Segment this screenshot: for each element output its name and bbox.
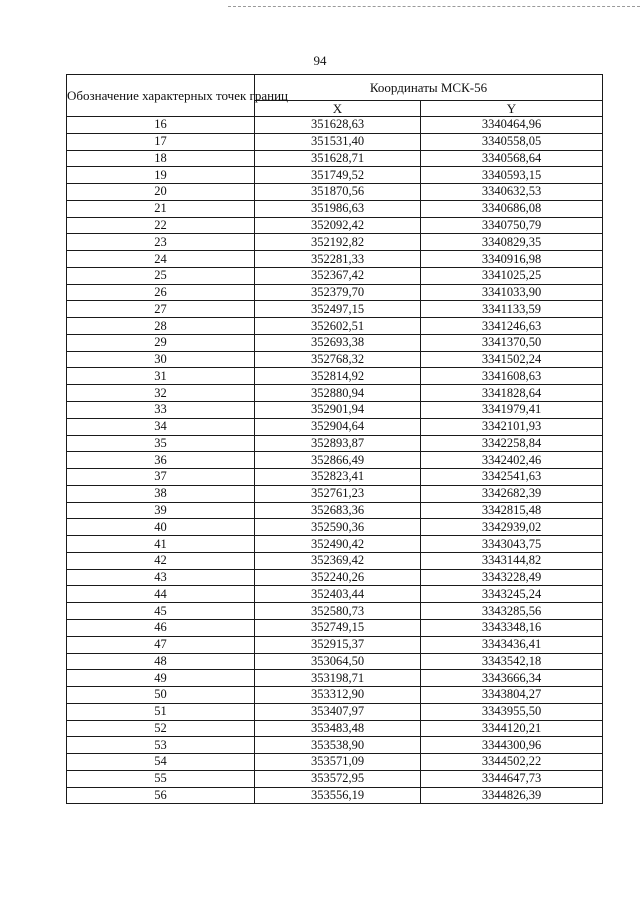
table-row — [67, 284, 603, 301]
table-row — [67, 267, 603, 284]
point-id-cell: 45 — [67, 603, 255, 620]
table-row — [67, 334, 603, 351]
point-id-cell: 26 — [67, 284, 255, 301]
x-coordinate-cell: 352880,94 — [255, 385, 421, 402]
x-coordinate-cell: 352379,70 — [255, 284, 421, 301]
table-row — [67, 217, 603, 234]
y-coordinate-cell: 3340632,53 — [421, 184, 603, 201]
x-coordinate-cell: 352823,41 — [255, 469, 421, 486]
y-coordinate-cell: 3341828,64 — [421, 385, 603, 402]
table-row — [67, 117, 603, 134]
coordinates-table-header — [67, 75, 603, 117]
y-coordinate-cell: 3341608,63 — [421, 368, 603, 385]
table-row — [67, 653, 603, 670]
point-id-cell: 31 — [67, 368, 255, 385]
point-id-cell: 38 — [67, 485, 255, 502]
table-row — [67, 536, 603, 553]
point-id-cell: 39 — [67, 502, 255, 519]
point-id-cell: 48 — [67, 653, 255, 670]
y-coordinate-cell: 3340686,08 — [421, 200, 603, 217]
x-coordinate-cell: 352814,92 — [255, 368, 421, 385]
point-label-header: Обозначение характерных точек границ — [67, 75, 255, 117]
y-coordinate-cell: 3343348,16 — [421, 619, 603, 636]
x-coordinate-cell: 353572,95 — [255, 770, 421, 787]
y-coordinate-cell: 3343542,18 — [421, 653, 603, 670]
point-id-cell: 35 — [67, 435, 255, 452]
x-coordinate-cell: 352749,15 — [255, 619, 421, 636]
y-coordinate-cell: 3342815,48 — [421, 502, 603, 519]
point-id-cell: 40 — [67, 519, 255, 536]
point-id-cell: 44 — [67, 586, 255, 603]
point-id-cell: 30 — [67, 351, 255, 368]
page-number: 94 — [313, 53, 327, 68]
y-coordinate-cell: 3341133,59 — [421, 301, 603, 318]
coordinate-system-header: Координаты МСК-56 — [255, 75, 603, 101]
table-row — [67, 619, 603, 636]
x-coordinate-cell: 352590,36 — [255, 519, 421, 536]
point-id-cell: 28 — [67, 318, 255, 335]
table-row — [67, 133, 603, 150]
y-coordinate-cell: 3343144,82 — [421, 552, 603, 569]
table-row — [67, 435, 603, 452]
table-row — [67, 184, 603, 201]
point-id-cell: 56 — [67, 787, 255, 804]
y-coordinate-cell: 3343955,50 — [421, 703, 603, 720]
point-id-cell: 54 — [67, 754, 255, 771]
x-coordinate-cell: 352497,15 — [255, 301, 421, 318]
x-column-header: X — [255, 101, 421, 117]
table-row — [67, 636, 603, 653]
point-id-cell: 50 — [67, 687, 255, 704]
point-id-cell: 36 — [67, 452, 255, 469]
x-coordinate-cell: 352866,49 — [255, 452, 421, 469]
point-id-cell: 43 — [67, 569, 255, 586]
point-id-cell: 47 — [67, 636, 255, 653]
x-coordinate-cell: 351986,63 — [255, 200, 421, 217]
x-coordinate-cell: 353064,50 — [255, 653, 421, 670]
y-coordinate-cell: 3342939,02 — [421, 519, 603, 536]
y-coordinate-cell: 3342258,84 — [421, 435, 603, 452]
point-id-cell: 17 — [67, 133, 255, 150]
x-coordinate-cell: 352893,87 — [255, 435, 421, 452]
point-id-cell: 52 — [67, 720, 255, 737]
y-coordinate-cell: 3340750,79 — [421, 217, 603, 234]
point-id-cell: 34 — [67, 418, 255, 435]
point-id-cell: 23 — [67, 234, 255, 251]
y-coordinate-cell: 3341025,25 — [421, 267, 603, 284]
table-row — [67, 167, 603, 184]
y-coordinate-cell: 3344120,21 — [421, 720, 603, 737]
x-coordinate-cell: 352490,42 — [255, 536, 421, 553]
point-id-cell: 21 — [67, 200, 255, 217]
x-coordinate-cell: 352281,33 — [255, 251, 421, 268]
x-coordinate-cell: 351870,56 — [255, 184, 421, 201]
y-coordinate-cell: 3340593,15 — [421, 167, 603, 184]
x-coordinate-cell: 352904,64 — [255, 418, 421, 435]
x-coordinate-cell: 353556,19 — [255, 787, 421, 804]
point-id-cell: 41 — [67, 536, 255, 553]
table-row — [67, 586, 603, 603]
scan-top-rule — [228, 6, 640, 7]
y-coordinate-cell: 3343228,49 — [421, 569, 603, 586]
y-coordinate-cell: 3341502,24 — [421, 351, 603, 368]
y-coordinate-cell: 3341370,50 — [421, 334, 603, 351]
y-coordinate-cell: 3343436,41 — [421, 636, 603, 653]
x-coordinate-cell: 352369,42 — [255, 552, 421, 569]
table-row — [67, 318, 603, 335]
table-row — [67, 469, 603, 486]
table-row — [67, 351, 603, 368]
x-coordinate-cell: 352240,26 — [255, 569, 421, 586]
x-coordinate-cell: 352761,23 — [255, 485, 421, 502]
point-id-cell: 53 — [67, 737, 255, 754]
x-coordinate-cell: 352768,32 — [255, 351, 421, 368]
x-coordinate-cell: 352367,42 — [255, 267, 421, 284]
x-coordinate-cell: 352683,36 — [255, 502, 421, 519]
point-id-cell: 18 — [67, 150, 255, 167]
table-row — [67, 670, 603, 687]
table-row — [67, 150, 603, 167]
table-row — [67, 485, 603, 502]
point-id-cell: 33 — [67, 402, 255, 419]
table-row — [67, 754, 603, 771]
x-coordinate-cell: 352693,38 — [255, 334, 421, 351]
table-row — [67, 737, 603, 754]
y-coordinate-cell: 3342541,63 — [421, 469, 603, 486]
table-row — [67, 418, 603, 435]
y-coordinate-cell: 3341979,41 — [421, 402, 603, 419]
y-coordinate-cell: 3344300,96 — [421, 737, 603, 754]
point-id-cell: 24 — [67, 251, 255, 268]
point-id-cell: 55 — [67, 770, 255, 787]
y-coordinate-cell: 3340568,64 — [421, 150, 603, 167]
y-coordinate-cell: 3341246,63 — [421, 318, 603, 335]
y-coordinate-cell: 3343285,56 — [421, 603, 603, 620]
x-coordinate-cell: 352092,42 — [255, 217, 421, 234]
x-coordinate-cell: 353198,71 — [255, 670, 421, 687]
y-coordinate-cell: 3344647,73 — [421, 770, 603, 787]
y-coordinate-cell: 3342682,39 — [421, 485, 603, 502]
point-id-cell: 20 — [67, 184, 255, 201]
coordinates-table — [66, 74, 603, 804]
table-row — [67, 251, 603, 268]
point-id-cell: 46 — [67, 619, 255, 636]
y-coordinate-cell: 3340916,98 — [421, 251, 603, 268]
point-id-cell: 27 — [67, 301, 255, 318]
x-coordinate-cell: 352915,37 — [255, 636, 421, 653]
x-coordinate-cell: 351749,52 — [255, 167, 421, 184]
y-coordinate-cell: 3343666,34 — [421, 670, 603, 687]
x-coordinate-cell: 351628,63 — [255, 117, 421, 134]
point-id-cell: 51 — [67, 703, 255, 720]
y-coordinate-cell: 3343245,24 — [421, 586, 603, 603]
x-coordinate-cell: 353483,48 — [255, 720, 421, 737]
point-id-cell: 19 — [67, 167, 255, 184]
y-coordinate-cell: 3340464,96 — [421, 117, 603, 134]
x-coordinate-cell: 353312,90 — [255, 687, 421, 704]
table-row — [67, 452, 603, 469]
point-id-cell: 22 — [67, 217, 255, 234]
table-row — [67, 519, 603, 536]
x-coordinate-cell: 351531,40 — [255, 133, 421, 150]
table-row — [67, 770, 603, 787]
y-coordinate-cell: 3344502,22 — [421, 754, 603, 771]
table-row — [67, 569, 603, 586]
coordinates-table-body — [67, 117, 603, 804]
table-row — [67, 385, 603, 402]
table-row — [67, 687, 603, 704]
y-coordinate-cell: 3342402,46 — [421, 452, 603, 469]
table-row — [67, 552, 603, 569]
x-coordinate-cell: 353538,90 — [255, 737, 421, 754]
table-row — [67, 234, 603, 251]
table-row — [67, 200, 603, 217]
table-row — [67, 703, 603, 720]
point-id-cell: 37 — [67, 469, 255, 486]
x-coordinate-cell: 352901,94 — [255, 402, 421, 419]
x-coordinate-cell: 352602,51 — [255, 318, 421, 335]
y-coordinate-cell: 3343804,27 — [421, 687, 603, 704]
y-column-header: Y — [421, 101, 603, 117]
point-id-cell: 32 — [67, 385, 255, 402]
y-coordinate-cell: 3340829,35 — [421, 234, 603, 251]
y-coordinate-cell: 3343043,75 — [421, 536, 603, 553]
point-id-cell: 25 — [67, 267, 255, 284]
table-row — [67, 603, 603, 620]
point-id-cell: 42 — [67, 552, 255, 569]
x-coordinate-cell: 351628,71 — [255, 150, 421, 167]
x-coordinate-cell: 352192,82 — [255, 234, 421, 251]
x-coordinate-cell: 352403,44 — [255, 586, 421, 603]
table-row — [67, 301, 603, 318]
header-row-main — [67, 75, 603, 101]
point-id-cell: 16 — [67, 117, 255, 134]
table-row — [67, 787, 603, 804]
table-row — [67, 720, 603, 737]
x-coordinate-cell: 353571,09 — [255, 754, 421, 771]
y-coordinate-cell: 3341033,90 — [421, 284, 603, 301]
y-coordinate-cell: 3340558,05 — [421, 133, 603, 150]
x-coordinate-cell: 353407,97 — [255, 703, 421, 720]
x-coordinate-cell: 352580,73 — [255, 603, 421, 620]
table-row — [67, 502, 603, 519]
table-row — [67, 368, 603, 385]
point-id-cell: 29 — [67, 334, 255, 351]
point-id-cell: 49 — [67, 670, 255, 687]
y-coordinate-cell: 3344826,39 — [421, 787, 603, 804]
table-row — [67, 402, 603, 419]
y-coordinate-cell: 3342101,93 — [421, 418, 603, 435]
